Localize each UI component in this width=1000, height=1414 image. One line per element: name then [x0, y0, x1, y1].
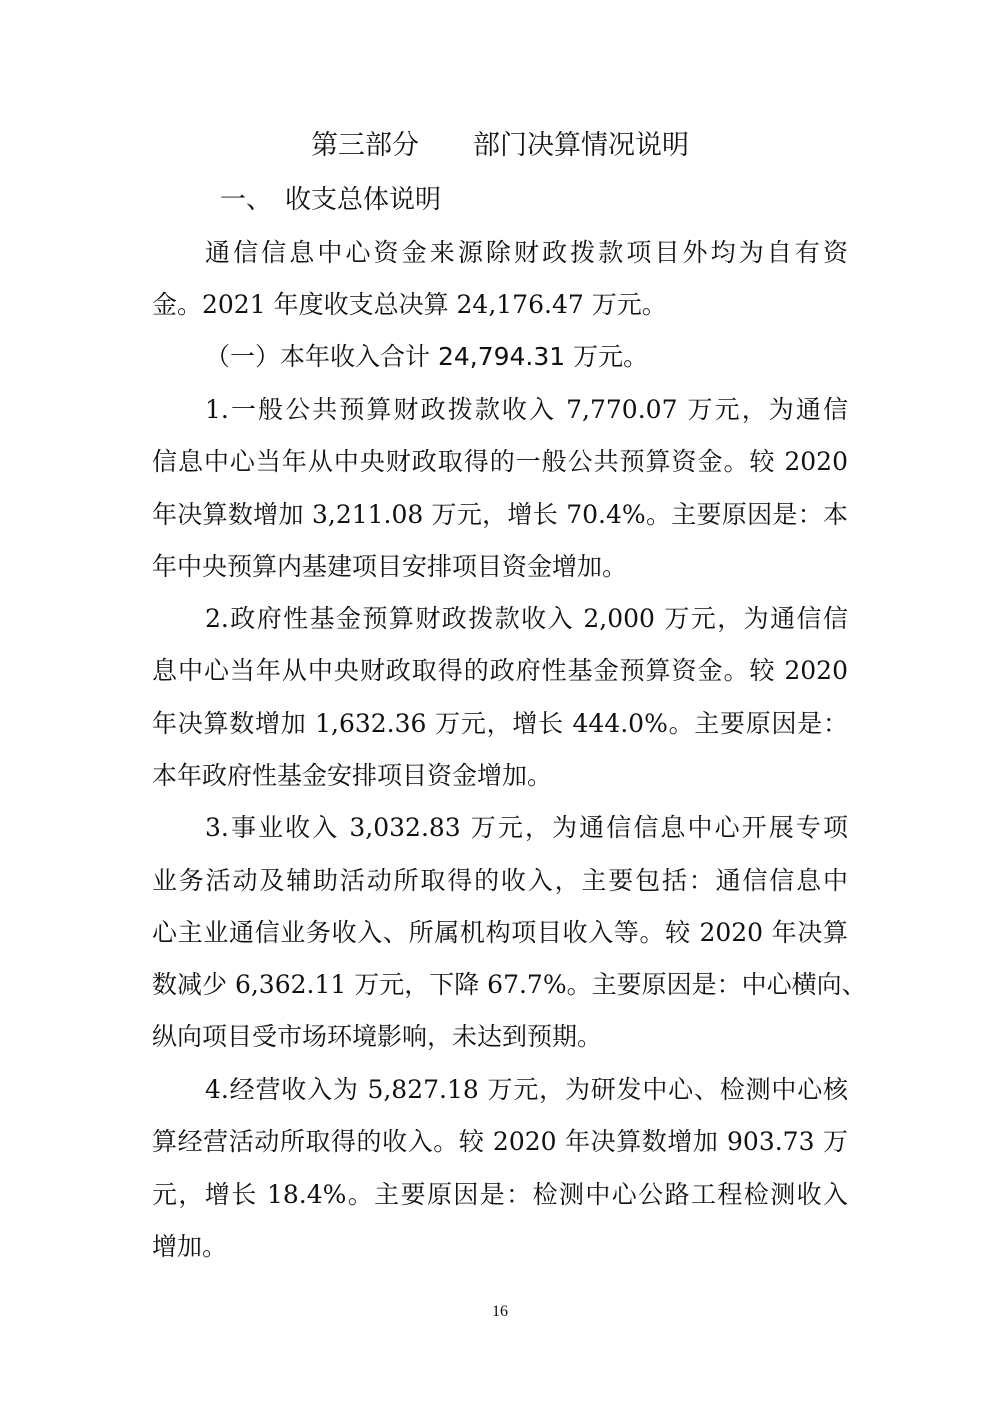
- item-2-line-1: 2.政府性基金预算财政拨款收入 2,000 万元，为通信信: [205, 604, 848, 633]
- item-3-line-5: 纵向项目受市场环境影响，未达到预期。: [152, 1022, 603, 1051]
- item-3-line-1: 3.事业收入 3,032.83 万元，为通信信息中心开展专项: [205, 813, 848, 842]
- item-1-line-1: 1.一般公共预算财政拨款收入 7,770.07 万元，为通信: [205, 395, 848, 424]
- item-1-line-3: 年决算数增加 3,211.08 万元，增长 70.4%。主要原因是：本: [152, 500, 848, 529]
- item-4-line-2: 算经营活动所取得的收入。较 2020 年决算数增加 903.73 万: [152, 1127, 848, 1156]
- subsection-heading: （一）本年收入合计 24,794.31 万元。: [205, 342, 649, 371]
- item-3-line-4: 数减少 6,362.11 万元，下降 67.7%。主要原因是：中心横向、: [152, 970, 867, 999]
- item-4-line-1: 4.经营收入为 5,827.18 万元，为研发中心、检测中心核: [205, 1075, 848, 1104]
- item-3-line-3: 心主业通信业务收入、所属机构项目收入等。较 2020 年决算: [152, 918, 848, 947]
- item-3-line-2: 业务活动及辅助活动所取得的收入，主要包括：通信信息中: [152, 866, 848, 895]
- item-2-line-3: 年决算数增加 1,632.36 万元，增长 444.0%。主要原因是：: [152, 709, 848, 738]
- item-4-line-4: 增加。: [152, 1232, 228, 1261]
- intro-line-2: 金。2021 年度收支总决算 24,176.47 万元。: [152, 290, 667, 319]
- item-4-line-3: 元，增长 18.4%。主要原因是：检测中心公路工程检测收入: [152, 1180, 848, 1209]
- page-title: 第三部分 部门决算情况说明: [311, 130, 689, 161]
- intro-line-1: 通信信息中心资金来源除财政拨款项目外均为自有资: [205, 238, 848, 267]
- page-number: 16: [492, 1303, 508, 1320]
- item-2-line-4: 本年政府性基金安排项目资金增加。: [152, 761, 553, 790]
- section-heading: 一、 收支总体说明: [220, 185, 442, 215]
- item-2-line-2: 息中心当年从中央财政取得的政府性基金预算资金。较 2020: [152, 656, 848, 685]
- item-1-line-4: 年中央预算内基建项目安排项目资金增加。: [152, 552, 628, 581]
- item-1-line-2: 信息中心当年从中央财政取得的一般公共预算资金。较 2020: [152, 447, 848, 476]
